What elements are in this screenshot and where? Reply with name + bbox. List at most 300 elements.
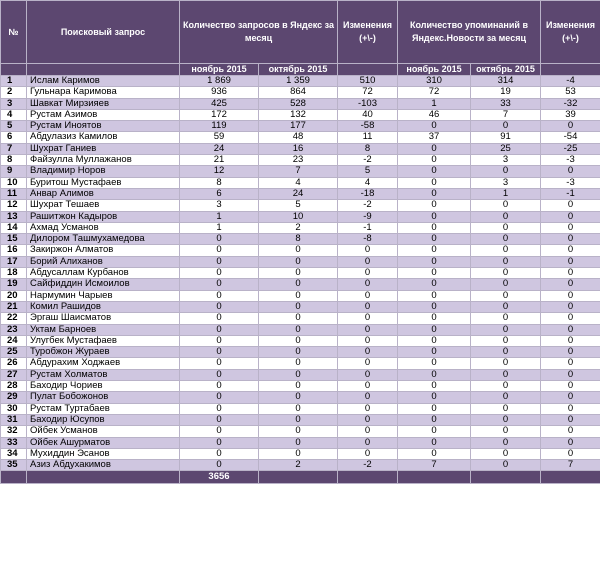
row-number: 16	[1, 245, 27, 256]
requests-oct: 0	[259, 403, 338, 414]
requests-change: 0	[338, 313, 398, 324]
requests-change: 0	[338, 414, 398, 425]
requests-change: 0	[338, 448, 398, 459]
subheader-blank	[27, 64, 180, 76]
requests-oct: 0	[259, 324, 338, 335]
mentions-change: 0	[541, 403, 600, 414]
query-name: Дилором Ташмухамедова	[27, 234, 180, 245]
requests-nov: 172	[180, 109, 259, 120]
mentions-nov: 0	[398, 200, 471, 211]
requests-change: 0	[338, 301, 398, 312]
query-name: Рустам Холматов	[27, 369, 180, 380]
mentions-oct: 33	[471, 98, 541, 109]
requests-nov: 12	[180, 166, 259, 177]
query-name: Сайфиддин Исмоилов	[27, 279, 180, 290]
mentions-nov: 0	[398, 369, 471, 380]
mentions-nov: 0	[398, 245, 471, 256]
mentions-oct: 19	[471, 87, 541, 98]
mentions-oct: 3	[471, 155, 541, 166]
table-row	[1, 109, 600, 120]
requests-change: 72	[338, 87, 398, 98]
requests-nov: 0	[180, 347, 259, 358]
requests-change: -8	[338, 234, 398, 245]
requests-change: -2	[338, 155, 398, 166]
table-row	[1, 268, 600, 279]
requests-change: 0	[338, 256, 398, 267]
mentions-change: 0	[541, 121, 600, 132]
row-number: 23	[1, 324, 27, 335]
mentions-oct: 0	[471, 347, 541, 358]
query-name: Абдурахим Ходжаев	[27, 358, 180, 369]
row-number: 24	[1, 335, 27, 346]
mentions-change: 53	[541, 87, 600, 98]
requests-oct: 0	[259, 279, 338, 290]
mentions-oct: 0	[471, 222, 541, 233]
total-blank	[398, 471, 471, 484]
table-row	[1, 358, 600, 369]
mentions-oct: 0	[471, 381, 541, 392]
table-row	[1, 188, 600, 199]
mentions-nov: 0	[398, 188, 471, 199]
mentions-nov: 0	[398, 268, 471, 279]
row-number: 20	[1, 290, 27, 301]
requests-nov: 0	[180, 279, 259, 290]
requests-nov: 0	[180, 245, 259, 256]
requests-nov: 1 869	[180, 76, 259, 87]
table-row	[1, 301, 600, 312]
mentions-oct: 0	[471, 426, 541, 437]
row-number: 15	[1, 234, 27, 245]
mentions-oct: 0	[471, 460, 541, 471]
row-number: 34	[1, 448, 27, 459]
mentions-nov: 0	[398, 256, 471, 267]
row-number: 35	[1, 460, 27, 471]
mentions-oct: 314	[471, 76, 541, 87]
mentions-nov: 72	[398, 87, 471, 98]
requests-nov: 119	[180, 121, 259, 132]
mentions-change: 0	[541, 448, 600, 459]
requests-oct: 0	[259, 448, 338, 459]
table-row	[1, 448, 600, 459]
requests-nov: 1	[180, 222, 259, 233]
mentions-nov: 0	[398, 313, 471, 324]
table-row	[1, 222, 600, 233]
requests-nov: 24	[180, 143, 259, 154]
subheader-blank	[541, 64, 600, 76]
mentions-change: -54	[541, 132, 600, 143]
requests-nov: 936	[180, 87, 259, 98]
table-row	[1, 245, 600, 256]
mentions-change: 0	[541, 392, 600, 403]
requests-nov: 0	[180, 437, 259, 448]
requests-change: 40	[338, 109, 398, 120]
mentions-change: -32	[541, 98, 600, 109]
table-row	[1, 347, 600, 358]
mentions-oct: 1	[471, 188, 541, 199]
header-query: Поисковый запрос	[27, 1, 180, 64]
mentions-oct: 0	[471, 301, 541, 312]
requests-oct: 7	[259, 166, 338, 177]
mentions-nov: 0	[398, 426, 471, 437]
query-name: Шухрат Тешаев	[27, 200, 180, 211]
mentions-nov: 310	[398, 76, 471, 87]
query-name: Борий Алиханов	[27, 256, 180, 267]
mentions-change: 39	[541, 109, 600, 120]
requests-nov: 59	[180, 132, 259, 143]
mentions-change: -3	[541, 177, 600, 188]
row-number: 33	[1, 437, 27, 448]
mentions-change: -25	[541, 143, 600, 154]
mentions-oct: 0	[471, 392, 541, 403]
row-number: 32	[1, 426, 27, 437]
query-name: Уктам Барноев	[27, 324, 180, 335]
requests-oct: 0	[259, 392, 338, 403]
mentions-nov: 0	[398, 222, 471, 233]
requests-change: 0	[338, 426, 398, 437]
requests-change: 0	[338, 268, 398, 279]
header-num: №	[1, 1, 27, 64]
mentions-change: 0	[541, 245, 600, 256]
requests-oct: 1 359	[259, 76, 338, 87]
requests-oct: 0	[259, 369, 338, 380]
requests-oct: 0	[259, 437, 338, 448]
row-number: 18	[1, 268, 27, 279]
requests-nov: 1	[180, 211, 259, 222]
mentions-change: -1	[541, 188, 600, 199]
table-row	[1, 200, 600, 211]
requests-oct: 528	[259, 98, 338, 109]
table-row	[1, 132, 600, 143]
requests-nov: 21	[180, 155, 259, 166]
header-changes-requests: Изменения (+\-)	[338, 1, 398, 64]
requests-nov: 0	[180, 256, 259, 267]
subheader-nov-requests: ноябрь 2015	[180, 64, 259, 76]
requests-oct: 0	[259, 426, 338, 437]
total-blank	[471, 471, 541, 484]
requests-change: 0	[338, 290, 398, 301]
mentions-oct: 0	[471, 335, 541, 346]
requests-nov: 0	[180, 460, 259, 471]
query-name: Ойбек Ашурматов	[27, 437, 180, 448]
requests-change: 0	[338, 335, 398, 346]
table-row	[1, 76, 600, 87]
query-name: Улугбек Мустафаев	[27, 335, 180, 346]
row-number: 13	[1, 211, 27, 222]
requests-change: 11	[338, 132, 398, 143]
table-row	[1, 155, 600, 166]
requests-oct: 864	[259, 87, 338, 98]
requests-change: -9	[338, 211, 398, 222]
requests-oct: 0	[259, 347, 338, 358]
row-number: 28	[1, 381, 27, 392]
mentions-nov: 0	[398, 437, 471, 448]
row-number: 8	[1, 155, 27, 166]
row-number: 3	[1, 98, 27, 109]
query-name: Эргаш Шаисматов	[27, 313, 180, 324]
requests-oct: 0	[259, 358, 338, 369]
mentions-change: 0	[541, 426, 600, 437]
table-row	[1, 177, 600, 188]
query-name: Гульнара Каримова	[27, 87, 180, 98]
row-number: 14	[1, 222, 27, 233]
requests-nov: 0	[180, 381, 259, 392]
requests-nov: 0	[180, 392, 259, 403]
query-name: Ахмад Усманов	[27, 222, 180, 233]
query-name: Рустам Иноятов	[27, 121, 180, 132]
row-number: 5	[1, 121, 27, 132]
table-row	[1, 437, 600, 448]
requests-change: 0	[338, 403, 398, 414]
table-row	[1, 392, 600, 403]
requests-oct: 2	[259, 222, 338, 233]
mentions-oct: 0	[471, 448, 541, 459]
mentions-change: 0	[541, 222, 600, 233]
mentions-change: 7	[541, 460, 600, 471]
requests-oct: 23	[259, 155, 338, 166]
query-name: Рустам Азимов	[27, 109, 180, 120]
table-row	[1, 256, 600, 267]
query-name: Ислам Каримов	[27, 76, 180, 87]
total-blank	[259, 471, 338, 484]
query-name: Шавкат Мирзияев	[27, 98, 180, 109]
requests-oct: 0	[259, 268, 338, 279]
mentions-nov: 0	[398, 358, 471, 369]
requests-change: 4	[338, 177, 398, 188]
requests-oct: 4	[259, 177, 338, 188]
query-name: Ойбек Усманов	[27, 426, 180, 437]
total-requests-nov: 3656	[180, 471, 259, 484]
mentions-change: -4	[541, 76, 600, 87]
row-number: 2	[1, 87, 27, 98]
subheader-oct-requests: октябрь 2015	[259, 64, 338, 76]
row-number: 17	[1, 256, 27, 267]
mentions-nov: 0	[398, 403, 471, 414]
query-name: Абдулазиз Камилов	[27, 132, 180, 143]
query-name: Комил Рашидов	[27, 301, 180, 312]
row-number: 31	[1, 414, 27, 425]
mentions-change: 0	[541, 381, 600, 392]
query-name: Нармумин Чарыев	[27, 290, 180, 301]
mentions-change: 0	[541, 256, 600, 267]
row-number: 4	[1, 109, 27, 120]
mentions-change: 0	[541, 313, 600, 324]
requests-change: 0	[338, 347, 398, 358]
query-name: Закиржон Алматов	[27, 245, 180, 256]
table-row	[1, 234, 600, 245]
mentions-change: 0	[541, 437, 600, 448]
table-row	[1, 381, 600, 392]
row-number: 10	[1, 177, 27, 188]
query-name: Файзулла Муллажанов	[27, 155, 180, 166]
row-number: 6	[1, 132, 27, 143]
mentions-nov: 0	[398, 121, 471, 132]
table-body	[1, 76, 600, 471]
mentions-oct: 0	[471, 245, 541, 256]
mentions-nov: 0	[398, 448, 471, 459]
mentions-nov: 0	[398, 211, 471, 222]
mentions-oct: 0	[471, 414, 541, 425]
requests-change: 0	[338, 369, 398, 380]
query-name: Мухиддин Эсанов	[27, 448, 180, 459]
mentions-change: 0	[541, 279, 600, 290]
mentions-nov: 1	[398, 98, 471, 109]
requests-change: -2	[338, 200, 398, 211]
mentions-oct: 0	[471, 403, 541, 414]
requests-nov: 425	[180, 98, 259, 109]
requests-change: 5	[338, 166, 398, 177]
query-name: Буритош Мустафаев	[27, 177, 180, 188]
row-number: 29	[1, 392, 27, 403]
header-changes-mentions: Изменения (+\-)	[541, 1, 600, 64]
mentions-nov: 0	[398, 234, 471, 245]
row-number: 7	[1, 143, 27, 154]
mentions-oct: 0	[471, 279, 541, 290]
query-name: Владимир Норов	[27, 166, 180, 177]
requests-nov: 0	[180, 448, 259, 459]
mentions-oct: 25	[471, 143, 541, 154]
mentions-change: 0	[541, 268, 600, 279]
row-number: 27	[1, 369, 27, 380]
mentions-oct: 0	[471, 313, 541, 324]
mentions-change: 0	[541, 335, 600, 346]
table-row	[1, 369, 600, 380]
mentions-nov: 0	[398, 177, 471, 188]
requests-oct: 0	[259, 414, 338, 425]
requests-change: -58	[338, 121, 398, 132]
requests-oct: 8	[259, 234, 338, 245]
mentions-nov: 0	[398, 143, 471, 154]
table-row	[1, 98, 600, 109]
row-number: 9	[1, 166, 27, 177]
query-name: Анвар Алимов	[27, 188, 180, 199]
mentions-change: 0	[541, 200, 600, 211]
table-row	[1, 87, 600, 98]
mentions-change: 0	[541, 414, 600, 425]
requests-nov: 0	[180, 234, 259, 245]
mentions-oct: 7	[471, 109, 541, 120]
subheader-blank	[1, 64, 27, 76]
subheader-blank	[338, 64, 398, 76]
requests-oct: 2	[259, 460, 338, 471]
total-blank	[541, 471, 600, 484]
mentions-oct: 0	[471, 290, 541, 301]
query-name: Баходир Юсупов	[27, 414, 180, 425]
mentions-oct: 0	[471, 268, 541, 279]
query-name: Баходир Чориев	[27, 381, 180, 392]
mentions-oct: 0	[471, 200, 541, 211]
table-row	[1, 414, 600, 425]
mentions-change: 0	[541, 369, 600, 380]
row-number: 12	[1, 200, 27, 211]
requests-nov: 0	[180, 324, 259, 335]
query-name: Азиз Абдухакимов	[27, 460, 180, 471]
row-number: 11	[1, 188, 27, 199]
query-name: Рашитжон Кадыров	[27, 211, 180, 222]
mentions-change: 0	[541, 290, 600, 301]
mentions-nov: 0	[398, 279, 471, 290]
requests-nov: 0	[180, 414, 259, 425]
requests-change: -103	[338, 98, 398, 109]
requests-change: 0	[338, 324, 398, 335]
table-row	[1, 166, 600, 177]
subheader-nov-mentions: ноябрь 2015	[398, 64, 471, 76]
row-number: 19	[1, 279, 27, 290]
query-name: Абдусаллам Курбанов	[27, 268, 180, 279]
requests-nov: 0	[180, 358, 259, 369]
table-row	[1, 324, 600, 335]
mentions-nov: 0	[398, 347, 471, 358]
requests-change: 510	[338, 76, 398, 87]
requests-oct: 0	[259, 290, 338, 301]
row-number: 25	[1, 347, 27, 358]
mentions-nov: 0	[398, 381, 471, 392]
mentions-change: 0	[541, 347, 600, 358]
mentions-nov: 0	[398, 392, 471, 403]
requests-change: 0	[338, 381, 398, 392]
requests-nov: 8	[180, 177, 259, 188]
requests-oct: 24	[259, 188, 338, 199]
requests-nov: 0	[180, 301, 259, 312]
requests-oct: 48	[259, 132, 338, 143]
requests-oct: 0	[259, 301, 338, 312]
mentions-oct: 0	[471, 234, 541, 245]
requests-oct: 0	[259, 335, 338, 346]
mentions-oct: 0	[471, 358, 541, 369]
requests-change: 0	[338, 358, 398, 369]
requests-oct: 5	[259, 200, 338, 211]
table-row	[1, 279, 600, 290]
mentions-nov: 46	[398, 109, 471, 120]
mentions-change: 0	[541, 301, 600, 312]
mentions-nov: 0	[398, 335, 471, 346]
mentions-nov: 37	[398, 132, 471, 143]
mentions-change: 0	[541, 211, 600, 222]
mentions-nov: 0	[398, 301, 471, 312]
requests-oct: 132	[259, 109, 338, 120]
query-name: Пулат Бобожонов	[27, 392, 180, 403]
requests-nov: 0	[180, 426, 259, 437]
total-row	[1, 471, 600, 484]
mentions-oct: 0	[471, 437, 541, 448]
table-row	[1, 403, 600, 414]
requests-change: 8	[338, 143, 398, 154]
requests-nov: 0	[180, 403, 259, 414]
requests-change: -2	[338, 460, 398, 471]
requests-nov: 0	[180, 268, 259, 279]
requests-oct: 0	[259, 256, 338, 267]
header-yandex-requests: Количество запросов в Яндекс за месяц	[180, 1, 338, 64]
requests-nov: 0	[180, 369, 259, 380]
mentions-nov: 0	[398, 166, 471, 177]
mentions-oct: 0	[471, 256, 541, 267]
requests-nov: 3	[180, 200, 259, 211]
mentions-nov: 0	[398, 290, 471, 301]
table-row	[1, 211, 600, 222]
table-row	[1, 290, 600, 301]
mentions-oct: 0	[471, 166, 541, 177]
requests-change: 0	[338, 245, 398, 256]
requests-nov: 0	[180, 313, 259, 324]
mentions-nov: 0	[398, 324, 471, 335]
table-row	[1, 335, 600, 346]
total-blank	[1, 471, 27, 484]
requests-oct: 16	[259, 143, 338, 154]
row-number: 21	[1, 301, 27, 312]
requests-change: 0	[338, 279, 398, 290]
table-row	[1, 460, 600, 471]
subheader-oct-mentions: октябрь 2015	[471, 64, 541, 76]
mentions-change: 0	[541, 324, 600, 335]
